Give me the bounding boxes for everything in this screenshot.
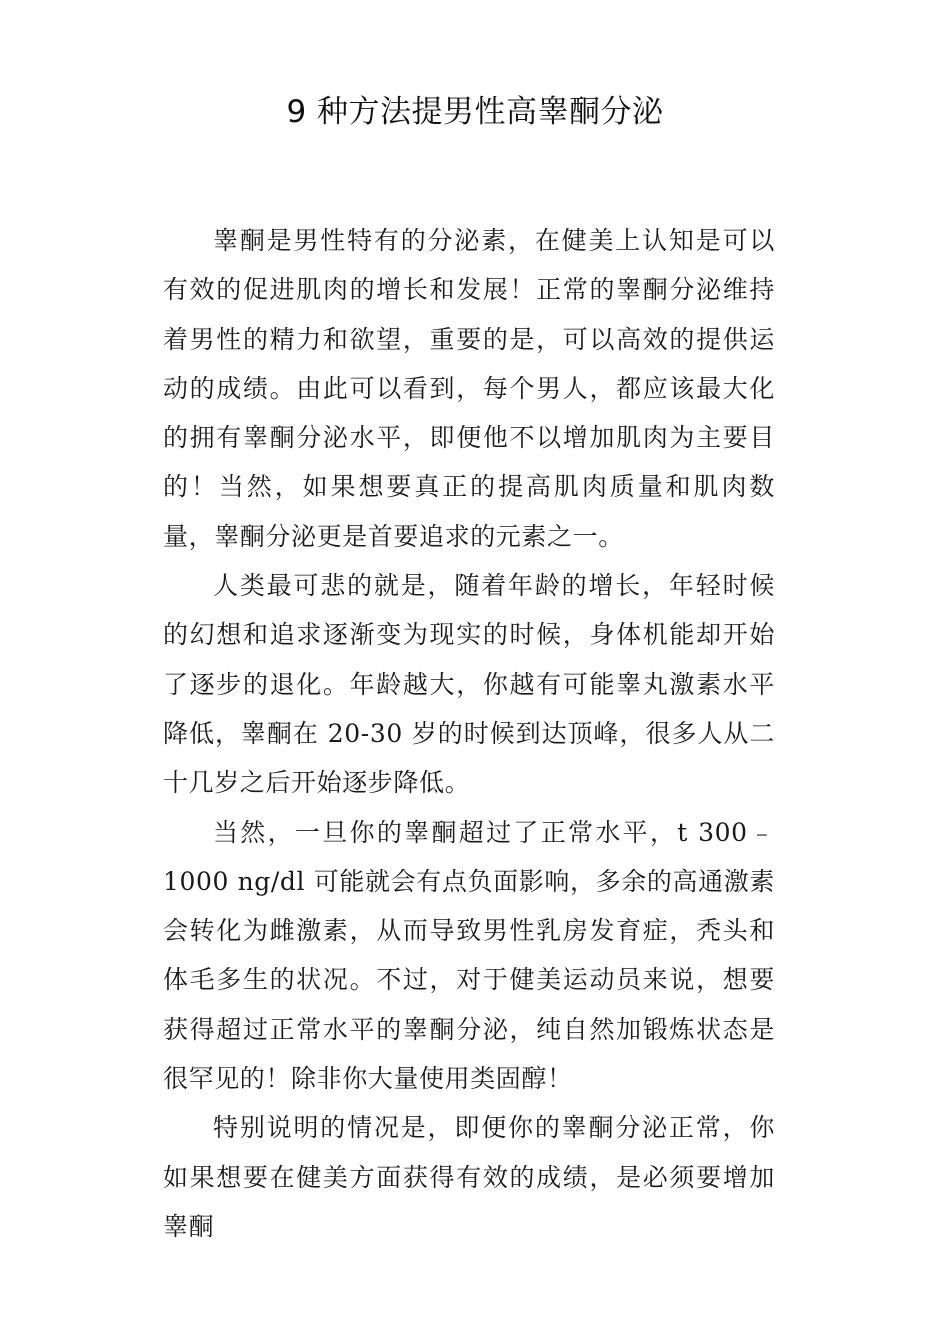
paragraph: 人类最可悲的就是，随着年龄的增长，年轻时候的幻想和追求逐渐变为现实的时候，身体机能却开始了逐步的退化。年龄越大，你越有可能睾丸激素水平降低，睾酮在 20-30 岁的时候到达顶峰，很多人从二十几岁之后开始逐步降低。 bbox=[163, 571, 775, 798]
paragraph: 当然，一旦你的睾酮超过了正常水平，t 300﹣1000 ng/dl 可能就会有点负面影响，多余的高通激素会转化为雌激素，从而导致男性乳房发育症，秃头和体毛多生的状况。不过，对于健美运动员来说，想要获得超过正常水平的睾酮分泌，纯自然加锻炼状态是很罕见的！除非你大量使用类固醇！ bbox=[163, 817, 775, 1094]
paragraph: 睾酮是男性特有的分泌素，在健美上认知是可以有效的促进肌肉的增长和发展！正常的睾酮分泌维持着男性的精力和欲望，重要的是，可以高效的提供运动的成绩。由此可以看到，每个男人，都应该最大化的拥有睾酮分泌水平，即便他不以增加肌肉为主要目的！当然，如果想要真正的提高肌肉质量和肌肉数量，睾酮分泌更是首要追求的元素之一。 bbox=[163, 226, 775, 551]
paragraph: 特别说明的情况是，即便你的睾酮分泌正常，你如果想要在健美方面获得有效的成绩，是必须要增加睾酮 bbox=[163, 1113, 775, 1241]
document-title: 9 种方法提男性高睾酮分泌 bbox=[286, 94, 664, 130]
document-body bbox=[163, 216, 775, 1251]
